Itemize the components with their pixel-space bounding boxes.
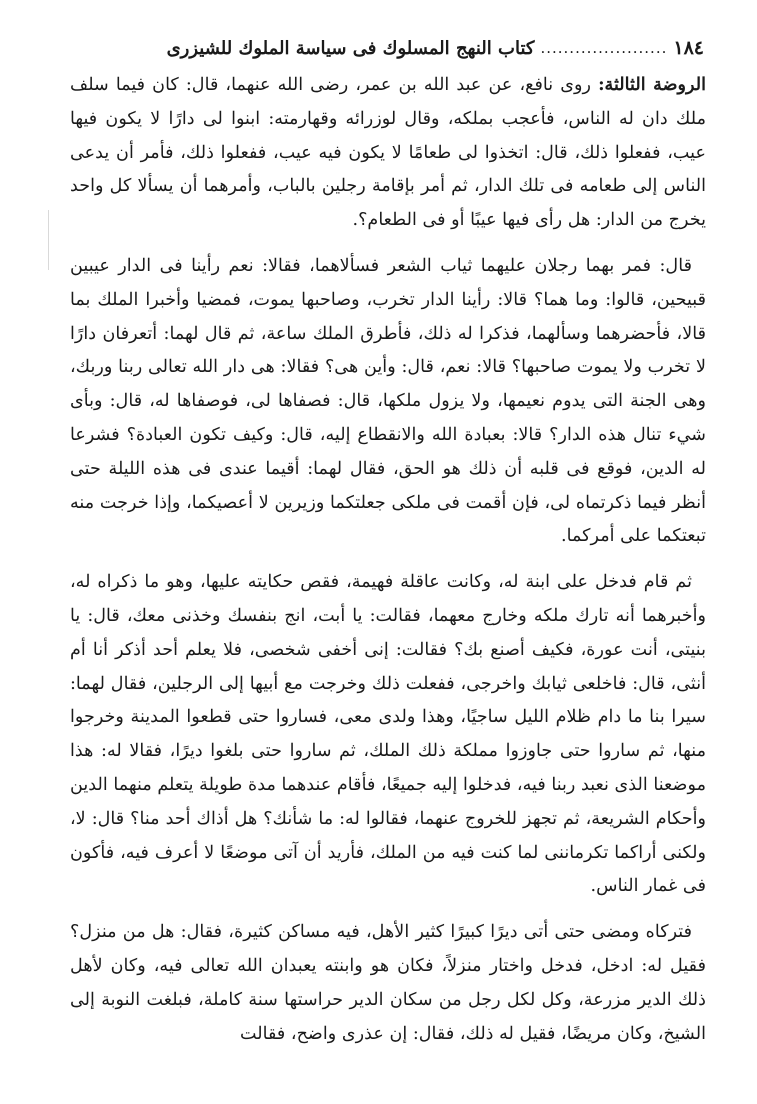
- section-title: الروضة الثالثة:: [598, 74, 706, 95]
- opening-paragraph: [70, 68, 706, 238]
- paragraph: قال: فمر بهما رجلان عليهما ثياب الشعر فسألاهما، فقالا: نعم رأينا فى الدار عيبين قبيحين، قالوا: وما هما؟ قالا: رأينا الدار تخرب، وصاحبها يموت، فمضيا وأخبرا الملك بما قالا، فأحضرهما وسألهما، فذكرا له ذلك، فأطرق الملك ساعة، ثم قال لهما: أتعرفان دارًا لا تخرب ولا يموت صاحبها؟ قالا: نعم، قال: وأين هى؟ فقالا: هى دار الله تعالى ربنا وربك، وهى الجنة التى يدوم نعيمها، ولا يزول ملكها، قال: فصفاها لى، فوصفاها له، قال: وبأى شيء تنال هذه الدار؟ قالا: بعبادة الله والانقطاع إليه، قال: وكيف تكون العبادة؟ فشرعا له الدين، فوقع فى قلبه أن ذلك هو الحق، فقال لهما: أقيما عندى فى هذه الليلة حتى أنظر فيما ذكرتماه لى، فإن أقمت فى ملكى جعلتكما وزيرين لا أعصيكما، وإذا خرجت منه تبعتكما على أمركما.: [70, 255, 706, 547]
- dot-leader: ......................: [540, 39, 668, 57]
- paragraph: فتركاه ومضى حتى أتى ديرًا كبيرًا كثير الأهل، فيه مساكن كثيرة، فقال: هل من منزل؟ فقيل له: ادخل، فدخل واختار منزلاً، فكان هو وابنته يعبدان الله تعالى فيه، وكان لأهل ذلك الدير مزرعة، وكل لكل رجل من سكان الدير حراستها سنة كاملة، فبلغت النوبة إلى الشيخ، وكان مريضًا، فقيل له ذلك، فقال: إن عذرى واضح، فقالت: [70, 922, 706, 1044]
- opening-text: روى نافع، عن عبد الله بن عمر، رضى الله عنهما، قال: كان فيما سلف ملك دان له الناس، فأعجب بملكه، وقال لوزرائه وقهارمته: ابنوا لى دارًا لا يكون فيها عيب، ففعلوا ذلك، قال: اتخذوا لى طعامًا لا يكون فيه عيب، ففعلوا ذلك، فأمر أن يدعى الناس إلى طعامه فى تلك الدار، ثم أمر بإقامة رجلين بالباب، وأمرهما أن يسألا كل واحد يخرج من الدار: هل رأى فيها عيبًا أو فى الطعام؟.: [70, 75, 706, 231]
- book-title: كتاب النهج المسلوك فى سياسة الملوك للشيزرى: [166, 37, 535, 59]
- paragraph: ثم قام فدخل على ابنة له، وكانت عاقلة فهيمة، فقص حكايته عليها، وهو ما ذكراه له، وأخبرهما أنه تارك ملكه وخارج معهما، فقالت: يا أبت، انج بنفسك وخذنى معك، قال: يا بنيتى، أنت عورة، فكيف أصنع بك؟ فقالت: إنى أخفى شخصى، فلا يعلم أحد أذكر أنا أم أنثى، قال: فاخلعى ثيابك واخرجى، ففعلت ذلك وخرجت مع أبيها إلى الرجلين، فقال لهما: سيرا بنا ما دام ظلام الليل ساجيًا، وهذا ولدى معى، فساروا حتى قطعوا المدينة وخرجوا منها، ثم ساروا حتى جاوزوا مملكة ذلك الملك، ثم ساروا حتى بلغوا ديرًا، فقالا له: هذا موضعنا الذى نعبد ربنا فيه، فدخلوا إليه جميعًا، فأقام عندهما مدة طويلة يتعلم منهما الدين وأحكام الشريعة، ثم تجهز للخروج عنهما، فقالوا له: ما شأنك؟ هل أذاك أحد منا؟ قال: لا، ولكنى أراكما تكرماننى لما كنت فيه من الملك، فأريد أن آتى موضعًا لا أعرف فيه، فأكون فى غمار الناس.: [70, 572, 706, 897]
- margin-rule: [48, 210, 49, 270]
- page-number: ١٨٤: [673, 37, 704, 59]
- running-head: [72, 34, 704, 62]
- body-text: [70, 68, 706, 1063]
